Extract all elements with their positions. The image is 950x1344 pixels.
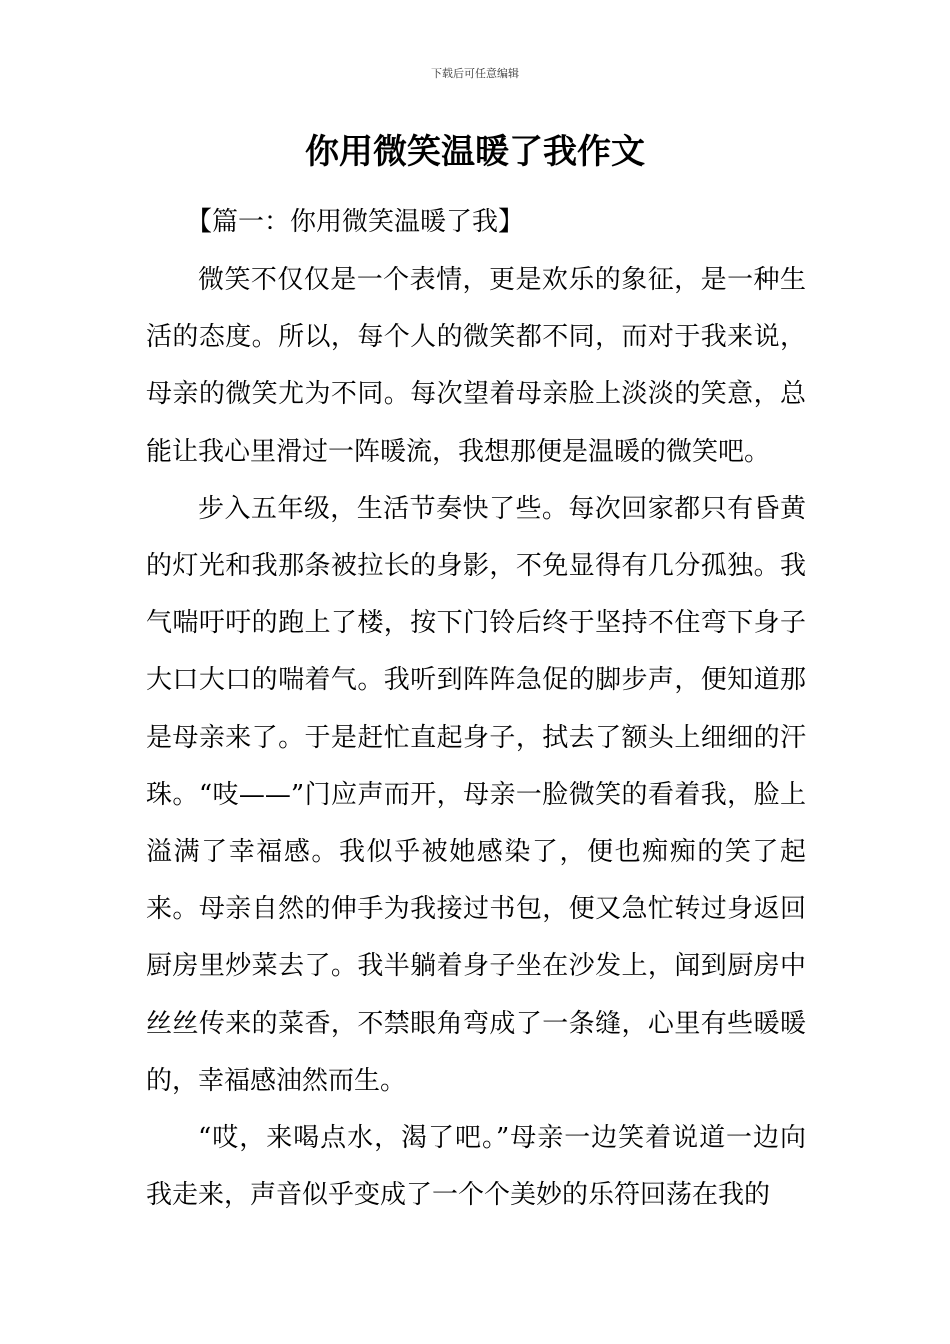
section-heading: 【篇一：你用微笑温暖了我】 [186, 207, 525, 237]
paragraph: 微笑不仅仅是一个表情，更是欢乐的象征，是一种生活的态度。所以，每个人的微笑都不同，而对于我来说，母亲的微笑尤为不同。每次望着母亲脸上淡淡的笑意，总能让我心里滑过一阵暖流，我想那便是温暖的微笑吧。 [146, 265, 806, 467]
paragraph: 步入五年级，生活节奏快了些。每次回家都只有昏黄的灯光和我那条被拉长的身影，不免显得有几分孤独。我气喘吁吁的跑上了楼，按下门铃后终于坚持不住弯下身子大口大口的喘着气。我听到阵阵急促的脚步声，便知道那是母亲来了。于是赶忙直起身子，拭去了额头上细细的汗珠。“吱——”门应声而开，母亲一脸微笑的看着我，脸上溢满了幸福感。我似乎被她感染了，便也痴痴的笑了起来。母亲自然的伸手为我接过书包，便又急忙转过身返回厨房里炒菜去了。我半躺着身子坐在沙发上，闻到厨房中丝丝传来的菜香，不禁眼角弯成了一条缝，心里有些暖暖的，幸福感油然而生。 [146, 493, 806, 1096]
paragraph: “哎，来喝点水，渴了吧。”母亲一边笑着说道一边向我走来，声音似乎变成了一个个美妙的乐符回荡在我的 [146, 1123, 806, 1211]
document-title: 你用微笑温暖了我作文 [305, 132, 645, 172]
body-text [146, 252, 806, 1224]
header-note: 下载后可任意编辑 [431, 67, 519, 80]
